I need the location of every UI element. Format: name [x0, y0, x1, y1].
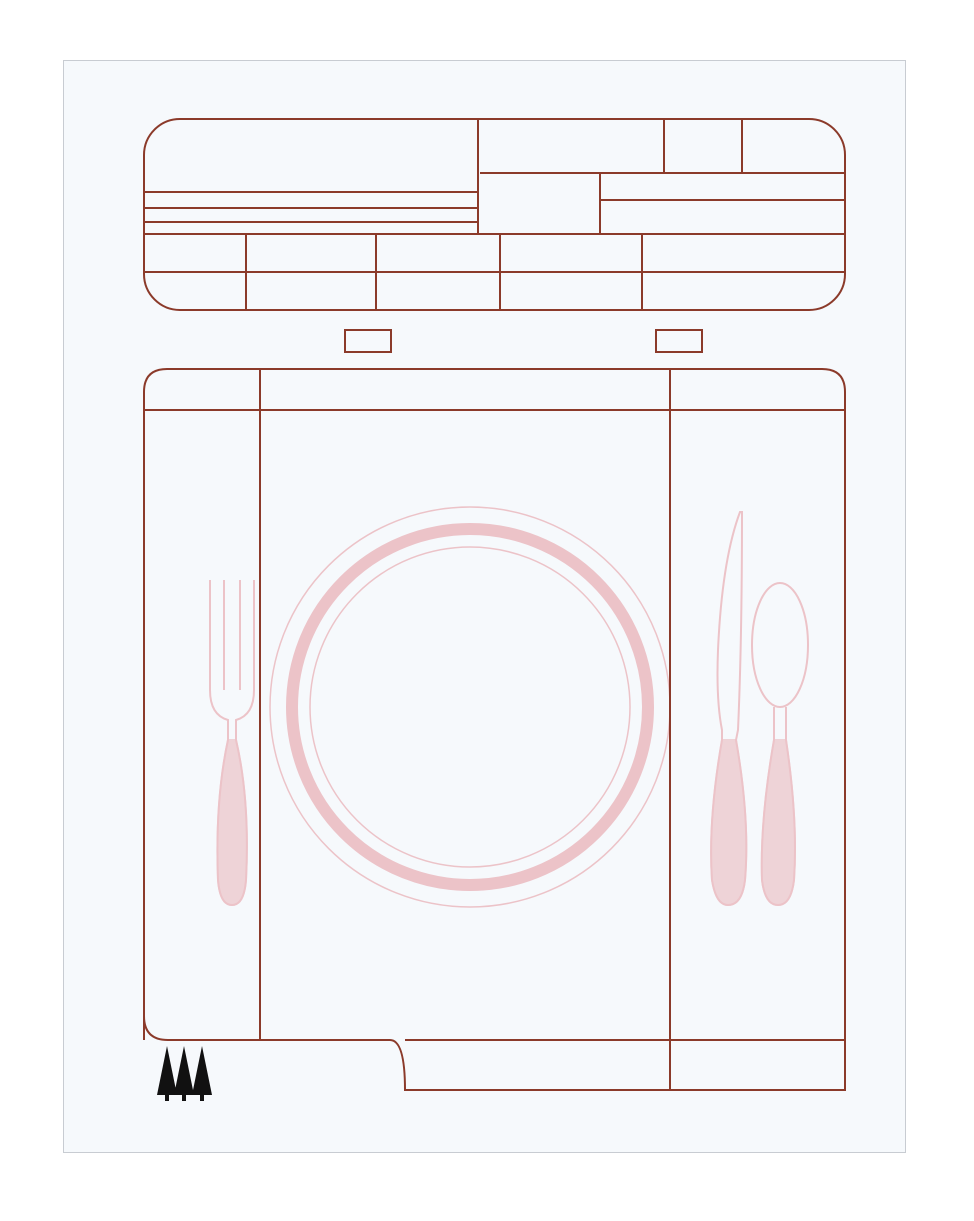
- spoon-icon: [752, 583, 808, 905]
- header-watermark: [144, 119, 845, 310]
- restaurant-checkbox[interactable]: [656, 330, 702, 352]
- knife-icon: [711, 512, 746, 905]
- bar-checkbox[interactable]: [345, 330, 391, 352]
- fork-icon: [210, 580, 254, 905]
- order-table: [144, 369, 845, 1090]
- place-setting-illustration: [210, 507, 808, 907]
- pine-trees-icon: [157, 1046, 212, 1101]
